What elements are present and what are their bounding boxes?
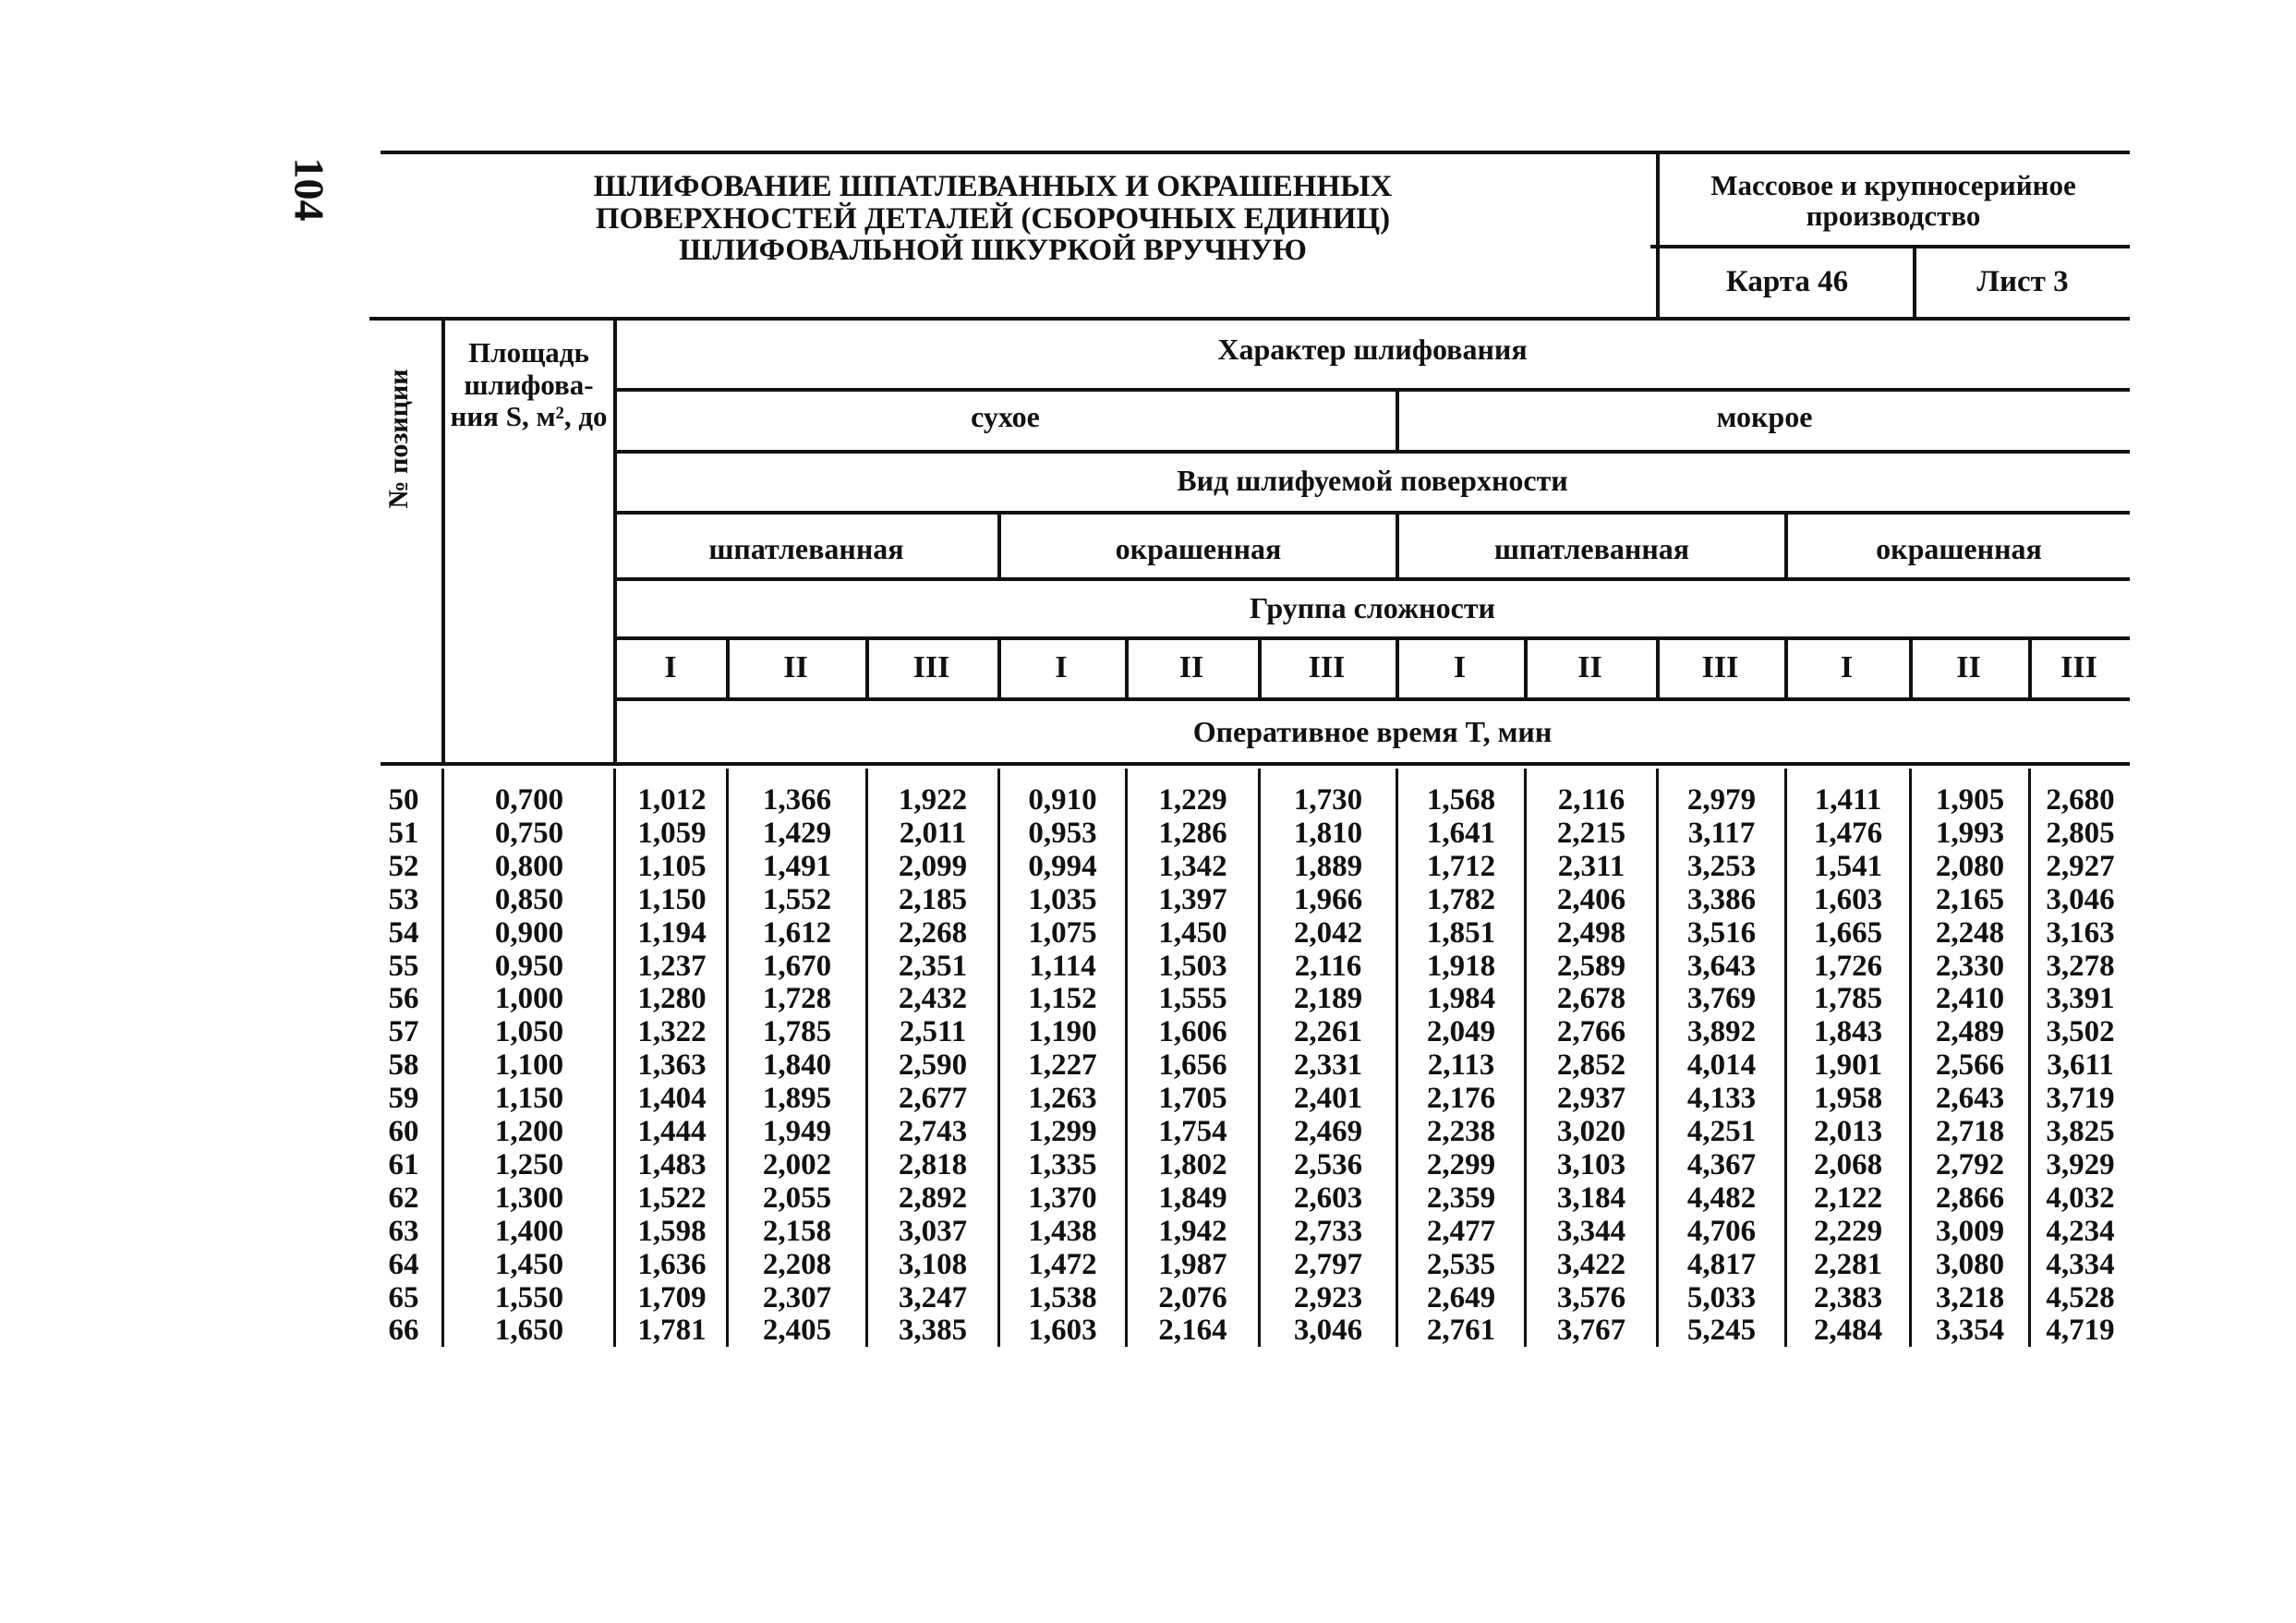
time-value: 3,516 xyxy=(1686,916,1757,950)
time-value: 1,603 xyxy=(1813,883,1883,916)
time-value: 2,432 xyxy=(898,982,968,1015)
time-value: 3,103 xyxy=(1556,1148,1626,1181)
area-value: 1,550 xyxy=(494,1281,564,1314)
time-value: 1,670 xyxy=(762,950,832,983)
time-value: 1,802 xyxy=(1158,1148,1227,1181)
time-value: 2,049 xyxy=(1426,1015,1496,1048)
time-value: 3,184 xyxy=(1556,1181,1626,1215)
time-value: 1,782 xyxy=(1426,883,1496,916)
time-value: 2,923 xyxy=(1293,1281,1363,1314)
area-header xyxy=(443,337,614,433)
time-value: 1,781 xyxy=(637,1314,707,1347)
time-value: 1,785 xyxy=(1813,982,1883,1015)
time-value: 2,055 xyxy=(762,1181,832,1215)
area-value: 0,850 xyxy=(494,883,564,916)
time-value: 2,589 xyxy=(1556,950,1626,983)
header-bottom-rule xyxy=(369,317,2130,321)
time-value: 1,335 xyxy=(1028,1148,1097,1181)
time-value: 1,476 xyxy=(1813,817,1883,850)
time-value: 1,538 xyxy=(1028,1281,1097,1314)
time-value: 2,042 xyxy=(1293,916,1363,950)
time-value: 2,649 xyxy=(1426,1281,1496,1314)
time-value: 1,636 xyxy=(637,1248,707,1281)
area-value: 1,050 xyxy=(494,1015,564,1048)
time-value: 2,852 xyxy=(1556,1048,1626,1082)
time-value: 1,918 xyxy=(1426,950,1496,983)
time-value: 2,643 xyxy=(1935,1082,2005,1115)
time-value: 1,397 xyxy=(1158,883,1227,916)
time-value: 1,299 xyxy=(1028,1115,1097,1148)
time-value: 2,979 xyxy=(1686,783,1757,817)
time-value: 2,068 xyxy=(1813,1148,1883,1181)
time-value: 4,482 xyxy=(1686,1181,1757,1215)
dry-painted-header: окрашенная xyxy=(1115,532,1282,565)
time-value: 1,263 xyxy=(1028,1082,1097,1115)
time-value: 0,953 xyxy=(1028,817,1097,850)
position-number: 65 xyxy=(388,1281,419,1314)
time-value: 4,014 xyxy=(1686,1048,1757,1082)
time-value: 4,528 xyxy=(2046,1281,2115,1314)
position-number: 55 xyxy=(388,950,419,983)
position-number: 66 xyxy=(388,1314,419,1347)
area-value: 1,000 xyxy=(494,982,564,1015)
position-number: 52 xyxy=(388,850,419,883)
time-value: 2,733 xyxy=(1293,1215,1363,1248)
time-value: 2,122 xyxy=(1813,1181,1883,1215)
time-value: 1,227 xyxy=(1028,1048,1097,1082)
time-value: 2,268 xyxy=(898,916,968,950)
time-value: 4,719 xyxy=(2046,1314,2115,1347)
time-value: 1,411 xyxy=(1814,783,1882,817)
time-value: 2,189 xyxy=(1293,982,1363,1015)
complexity-group-label: I xyxy=(1055,650,1068,684)
time-value: 1,656 xyxy=(1158,1048,1227,1082)
time-value: 1,612 xyxy=(762,916,832,950)
time-value: 2,477 xyxy=(1426,1215,1496,1248)
area-value: 1,100 xyxy=(494,1048,564,1082)
time-value: 3,009 xyxy=(1935,1215,2005,1248)
time-value: 3,611 xyxy=(2047,1048,2114,1082)
time-value: 1,404 xyxy=(637,1082,707,1115)
time-value: 1,726 xyxy=(1813,950,1883,983)
time-value: 4,251 xyxy=(1686,1115,1757,1148)
time-value: 1,901 xyxy=(1813,1048,1883,1082)
time-value: 4,133 xyxy=(1686,1082,1757,1115)
time-value: 2,498 xyxy=(1556,916,1626,950)
time-value: 3,037 xyxy=(898,1215,968,1248)
time-value: 3,769 xyxy=(1686,982,1757,1015)
time-value: 2,281 xyxy=(1813,1248,1883,1281)
card-number: Карта 46 xyxy=(1725,265,1849,298)
time-value: 0,910 xyxy=(1028,783,1097,817)
time-value: 2,359 xyxy=(1426,1181,1496,1215)
time-value: 5,245 xyxy=(1686,1314,1757,1347)
time-value: 1,194 xyxy=(637,916,707,950)
time-value: 1,075 xyxy=(1028,916,1097,950)
time-value: 1,849 xyxy=(1158,1181,1227,1215)
time-value: 2,261 xyxy=(1293,1015,1363,1048)
area-value: 0,700 xyxy=(494,783,564,817)
time-value: 2,927 xyxy=(2046,850,2115,883)
production-type: Массовое и крупносерийное производство xyxy=(1710,169,2076,232)
complexity-group-label: II xyxy=(1178,650,1204,684)
character-header: Характер шлифования xyxy=(1217,333,1528,366)
dry-puttied-header: шпатлеванная xyxy=(708,532,904,565)
time-value: 1,503 xyxy=(1158,950,1227,983)
time-value: 2,307 xyxy=(762,1281,832,1314)
column-divider xyxy=(441,769,444,1347)
time-value: 2,383 xyxy=(1813,1281,1883,1314)
time-value: 2,229 xyxy=(1813,1215,1883,1248)
time-value: 2,080 xyxy=(1935,850,2005,883)
rule-dry-wet xyxy=(615,450,2130,454)
time-value: 3,929 xyxy=(2046,1148,2115,1181)
time-value: 1,370 xyxy=(1028,1181,1097,1215)
time-value: 2,603 xyxy=(1293,1181,1363,1215)
complexity-group-label: II xyxy=(1577,650,1602,684)
time-value: 2,766 xyxy=(1556,1015,1626,1048)
time-value: 2,116 xyxy=(1294,950,1362,983)
position-number: 58 xyxy=(388,1048,419,1082)
time-value: 1,665 xyxy=(1813,916,1883,950)
time-value: 2,176 xyxy=(1426,1082,1496,1115)
time-value: 2,677 xyxy=(898,1082,968,1115)
time-value: 1,984 xyxy=(1426,982,1496,1015)
time-value: 3,046 xyxy=(1293,1314,1363,1347)
time-value: 4,367 xyxy=(1686,1148,1757,1181)
area-value: 1,300 xyxy=(494,1181,564,1215)
time-value: 1,280 xyxy=(637,982,707,1015)
time-value: 3,344 xyxy=(1556,1215,1626,1248)
time-value: 2,484 xyxy=(1813,1314,1883,1347)
time-value: 1,322 xyxy=(637,1015,707,1048)
time-value: 3,391 xyxy=(2046,982,2115,1015)
time-value: 1,237 xyxy=(637,950,707,983)
time-value: 2,401 xyxy=(1293,1082,1363,1115)
time-value: 3,719 xyxy=(2046,1082,2115,1115)
time-value: 2,099 xyxy=(898,850,968,883)
rule-surface xyxy=(615,511,2130,515)
time-value: 2,866 xyxy=(1935,1181,2005,1215)
time-value: 1,905 xyxy=(1935,783,2005,817)
time-value: 1,059 xyxy=(637,817,707,850)
complexity-group-label: I xyxy=(664,650,677,684)
time-value: 2,797 xyxy=(1293,1248,1363,1281)
time-value: 2,165 xyxy=(1935,883,2005,916)
area-value: 1,250 xyxy=(494,1148,564,1181)
time-value: 2,011 xyxy=(899,817,967,850)
table-header-bottom-rule xyxy=(381,762,2130,766)
wet-header: мокрое xyxy=(1716,400,1813,433)
time-value: 1,754 xyxy=(1158,1115,1227,1148)
rule-complexity xyxy=(615,636,2130,640)
document-title: ШЛИФОВАНИЕ ШПАТЛЕВАННЫХ И ОКРАШЕННЫХ ПОВЕРХНОСТЕЙ ДЕТАЛЕЙ (СБОРОЧНЫХ ЕДИНИЦ) ШЛИФОВАЛЬНОЙ ШКУРКОЙ ВРУЧНУЮ xyxy=(593,170,1393,268)
area-value: 0,750 xyxy=(494,817,564,850)
time-value: 0,994 xyxy=(1028,850,1097,883)
time-value: 1,150 xyxy=(637,883,707,916)
time-value: 1,105 xyxy=(637,850,707,883)
time-value: 3,502 xyxy=(2046,1015,2115,1048)
time-value: 1,889 xyxy=(1293,850,1363,883)
time-value: 2,238 xyxy=(1426,1115,1496,1148)
position-number: 56 xyxy=(388,982,419,1015)
area-value: 0,900 xyxy=(494,916,564,950)
time-value: 1,568 xyxy=(1426,783,1496,817)
time-value: 2,469 xyxy=(1293,1115,1363,1148)
time-value: 1,949 xyxy=(762,1115,832,1148)
time-value: 2,566 xyxy=(1935,1048,2005,1082)
time-value: 1,450 xyxy=(1158,916,1227,950)
time-value: 2,718 xyxy=(1935,1115,2005,1148)
time-value: 2,892 xyxy=(898,1181,968,1215)
rule-groups xyxy=(615,697,2130,701)
complexity-group-label: III xyxy=(1308,650,1346,684)
area-value: 1,150 xyxy=(494,1082,564,1115)
time-value: 1,958 xyxy=(1813,1082,1883,1115)
time-value: 3,253 xyxy=(1686,850,1757,883)
time-value: 2,013 xyxy=(1813,1115,1883,1148)
time-value: 2,761 xyxy=(1426,1314,1496,1347)
time-value: 3,892 xyxy=(1686,1015,1757,1048)
position-number: 59 xyxy=(388,1082,419,1115)
time-value: 1,993 xyxy=(1935,817,2005,850)
time-value: 3,576 xyxy=(1556,1281,1626,1314)
time-value: 3,354 xyxy=(1935,1314,2005,1347)
dry-header: сухое xyxy=(971,400,1040,433)
time-value: 1,730 xyxy=(1293,783,1363,817)
time-value: 2,818 xyxy=(898,1148,968,1181)
position-number: 63 xyxy=(388,1215,419,1248)
time-value: 1,483 xyxy=(637,1148,707,1181)
time-value: 1,342 xyxy=(1158,850,1227,883)
position-number: 61 xyxy=(388,1148,419,1181)
time-value: 1,438 xyxy=(1028,1215,1097,1248)
time-value: 1,843 xyxy=(1813,1015,1883,1048)
time-value: 1,712 xyxy=(1426,850,1496,883)
time-value: 3,218 xyxy=(1935,1281,2005,1314)
time-value: 3,020 xyxy=(1556,1115,1626,1148)
time-value: 2,937 xyxy=(1556,1082,1626,1115)
top-rule xyxy=(381,151,2130,154)
time-value: 1,429 xyxy=(762,817,832,850)
time-value: 2,590 xyxy=(898,1048,968,1082)
area-value: 0,950 xyxy=(494,950,564,983)
time-value: 2,208 xyxy=(762,1248,832,1281)
time-value: 2,076 xyxy=(1158,1281,1227,1314)
time-value: 1,641 xyxy=(1426,817,1496,850)
time-value: 2,113 xyxy=(1427,1048,1495,1082)
complexity-group-label: III xyxy=(2060,650,2097,684)
position-number: 57 xyxy=(388,1015,419,1048)
time-value: 1,922 xyxy=(898,783,968,817)
position-number: 51 xyxy=(388,817,419,850)
time-value: 2,410 xyxy=(1935,982,2005,1015)
column-divider xyxy=(613,769,616,1347)
time-value: 2,164 xyxy=(1158,1314,1227,1347)
time-value: 1,705 xyxy=(1158,1082,1227,1115)
area-value: 1,650 xyxy=(494,1314,564,1347)
time-value: 3,767 xyxy=(1556,1314,1626,1347)
time-value: 1,286 xyxy=(1158,817,1227,850)
complexity-group-label: III xyxy=(1701,650,1739,684)
time-value: 2,489 xyxy=(1935,1015,2005,1048)
complexity-group-label: I xyxy=(1840,650,1854,684)
position-number-header: № позиции xyxy=(383,369,414,509)
time-value: 2,311 xyxy=(1557,850,1625,883)
time-value: 1,840 xyxy=(762,1048,832,1082)
complexity-group-label: II xyxy=(783,650,808,684)
time-value: 2,792 xyxy=(1935,1148,2005,1181)
time-value: 2,405 xyxy=(762,1314,832,1347)
time-value: 3,386 xyxy=(1686,883,1757,916)
time-value: 1,363 xyxy=(637,1048,707,1082)
position-number: 60 xyxy=(388,1115,419,1148)
sheet-number: Лист 3 xyxy=(1976,265,2069,298)
time-value: 2,215 xyxy=(1556,817,1626,850)
time-value: 1,555 xyxy=(1158,982,1227,1015)
time-value: 2,331 xyxy=(1293,1048,1363,1082)
time-value: 2,116 xyxy=(1557,783,1625,817)
time-value: 3,108 xyxy=(898,1248,968,1281)
op-time-header: Оперативное время T, мин xyxy=(1192,715,1553,748)
area-value: 1,200 xyxy=(494,1115,564,1148)
area-value: 1,400 xyxy=(494,1215,564,1248)
time-value: 3,422 xyxy=(1556,1248,1626,1281)
position-number: 50 xyxy=(388,783,419,817)
time-value: 3,117 xyxy=(1687,817,1756,850)
time-value: 1,785 xyxy=(762,1015,832,1048)
complexity-group-label: I xyxy=(1453,650,1467,684)
time-value: 2,002 xyxy=(762,1148,832,1181)
wet-painted-header: окрашенная xyxy=(1876,532,2042,565)
time-value: 1,444 xyxy=(637,1115,707,1148)
time-value: 2,406 xyxy=(1556,883,1626,916)
time-value: 2,805 xyxy=(2046,817,2115,850)
position-number: 62 xyxy=(388,1181,419,1215)
time-value: 1,851 xyxy=(1426,916,1496,950)
rule-character xyxy=(615,388,2130,392)
time-value: 1,190 xyxy=(1028,1015,1097,1048)
time-value: 1,810 xyxy=(1293,817,1363,850)
time-value: 1,987 xyxy=(1158,1248,1227,1281)
rule-surface-types xyxy=(615,577,2130,581)
time-value: 1,012 xyxy=(637,783,707,817)
time-value: 1,966 xyxy=(1293,883,1363,916)
surface-kind-header: Вид шлифуемой поверхности xyxy=(1177,464,1568,497)
time-value: 3,080 xyxy=(1935,1248,2005,1281)
time-value: 1,152 xyxy=(1028,982,1097,1015)
area-value: 1,450 xyxy=(494,1248,564,1281)
position-number: 64 xyxy=(388,1248,419,1281)
position-number: 53 xyxy=(388,883,419,916)
time-value: 2,536 xyxy=(1293,1148,1363,1181)
complexity-header: Группа сложности xyxy=(1250,591,1495,624)
time-value: 2,330 xyxy=(1935,950,2005,983)
time-value: 1,366 xyxy=(762,783,832,817)
time-value: 4,032 xyxy=(2046,1181,2115,1215)
time-value: 2,535 xyxy=(1426,1248,1496,1281)
time-value: 3,278 xyxy=(2046,950,2115,983)
complexity-group-label: III xyxy=(912,650,950,684)
time-value: 3,247 xyxy=(898,1281,968,1314)
time-value: 1,491 xyxy=(762,850,832,883)
time-value: 2,743 xyxy=(898,1115,968,1148)
time-value: 1,709 xyxy=(637,1281,707,1314)
time-value: 3,643 xyxy=(1686,950,1757,983)
complexity-group-label: II xyxy=(1956,650,1981,684)
time-value: 2,248 xyxy=(1935,916,2005,950)
time-value: 4,706 xyxy=(1686,1215,1757,1248)
time-value: 1,229 xyxy=(1158,783,1227,817)
time-value: 4,234 xyxy=(2046,1215,2115,1248)
time-value: 1,035 xyxy=(1028,883,1097,916)
time-value: 4,334 xyxy=(2046,1248,2115,1281)
time-value: 1,895 xyxy=(762,1082,832,1115)
time-value: 1,552 xyxy=(762,883,832,916)
page-number: 104 xyxy=(285,157,333,222)
wet-puttied-header: шпатлеванная xyxy=(1493,532,1690,565)
time-value: 2,185 xyxy=(898,883,968,916)
time-value: 2,678 xyxy=(1556,982,1626,1015)
area-header-text: Площадь шлифова-ния S, м², до xyxy=(450,336,608,433)
time-value: 2,351 xyxy=(898,950,968,983)
time-value: 1,728 xyxy=(762,982,832,1015)
time-value: 1,598 xyxy=(637,1215,707,1248)
time-value: 1,541 xyxy=(1813,850,1883,883)
time-value: 5,033 xyxy=(1686,1281,1757,1314)
time-value: 1,942 xyxy=(1158,1215,1227,1248)
time-value: 4,817 xyxy=(1686,1248,1757,1281)
time-value: 1,522 xyxy=(637,1181,707,1215)
position-number: 54 xyxy=(388,916,419,950)
production-rule xyxy=(1650,245,2130,248)
time-value: 1,472 xyxy=(1028,1248,1097,1281)
area-value: 0,800 xyxy=(494,850,564,883)
time-value: 1,603 xyxy=(1028,1314,1097,1347)
time-value: 2,158 xyxy=(762,1215,832,1248)
time-value: 3,046 xyxy=(2046,883,2115,916)
time-value: 2,680 xyxy=(2046,783,2115,817)
time-value: 2,299 xyxy=(1426,1148,1496,1181)
time-value: 3,825 xyxy=(2046,1115,2115,1148)
time-value: 1,114 xyxy=(1029,950,1096,983)
time-value: 2,511 xyxy=(899,1015,967,1048)
time-value: 1,606 xyxy=(1158,1015,1227,1048)
time-value: 3,163 xyxy=(2046,916,2115,950)
time-value: 3,385 xyxy=(898,1314,968,1347)
